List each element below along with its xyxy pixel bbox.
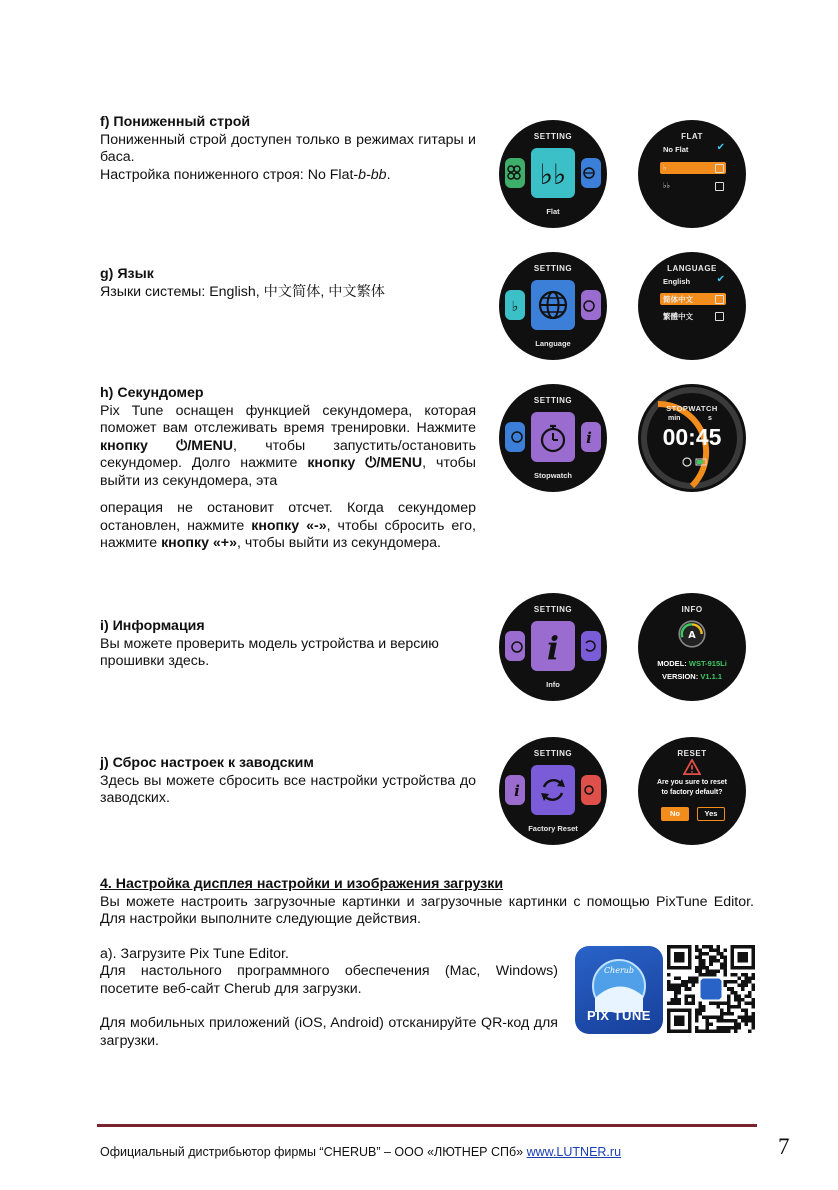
- reset-no-button[interactable]: No: [661, 807, 689, 821]
- section-4-heading: 4. Настройка дисплея настройки и изображения загрузки: [100, 876, 504, 892]
- reset-tile-icon: [581, 631, 601, 661]
- footer-link[interactable]: www.LUTNER.ru: [526, 1145, 622, 1159]
- watch-stopwatch-label: Stopwatch: [534, 471, 572, 480]
- flat-option-b: ♭: [660, 162, 726, 174]
- app-brand: Cherub: [603, 966, 635, 975]
- watch-info-label: Info: [546, 680, 560, 689]
- stopwatch-time: 00:45: [662, 424, 722, 450]
- brightness-tile-icon: [581, 775, 601, 805]
- reset-yes-button[interactable]: Yes: [697, 807, 725, 821]
- flat-screen-title: FLAT: [681, 132, 703, 141]
- section-j-text: Здесь вы можете сбросить все настройки устройства до заводских.: [100, 772, 476, 806]
- section-f: [100, 114, 476, 184]
- stopwatch-screen-title: STOPWATCH: [666, 404, 718, 413]
- check-icon: ✔: [716, 142, 725, 153]
- section-g-text: Языки системы: English, 中文简体, 中文繁体: [100, 283, 385, 300]
- language-option-traditional: 繁體中文: [660, 310, 726, 322]
- section-4-a-p1: Для настольного программного обеспечения (Mac, Windows) посетите веб-сайт Cherub для загрузки.: [100, 963, 558, 997]
- section-g-heading: g) Язык: [100, 266, 154, 282]
- section-j: [100, 755, 476, 808]
- watch-setting-title: SETTING: [533, 132, 573, 141]
- section-4-a-title: a). Загрузите Pix Tune Editor.: [100, 945, 289, 962]
- watch-setting-title: SETTING: [533, 264, 573, 273]
- reset-tile-icon: [531, 765, 575, 815]
- watch-setting-title: SETTING: [533, 605, 573, 614]
- stopwatch-tile-icon: [505, 631, 525, 661]
- tuner-device-icon: [676, 618, 708, 650]
- watch-setting-stopwatch: [499, 384, 607, 492]
- watch-setting-title: SETTING: [533, 749, 573, 758]
- warning-icon: [683, 759, 701, 775]
- flat-option-bb: ♭♭: [660, 180, 726, 192]
- qr-code-image: [667, 945, 755, 1033]
- info-tile-icon: [505, 775, 525, 805]
- watch-info-screen: [638, 593, 746, 701]
- checkbox-icon: [715, 164, 724, 173]
- svg-text:♭: ♭: [511, 299, 519, 315]
- stopwatch-min-label: min: [668, 415, 681, 422]
- language-option-simplified: 简体中文: [660, 293, 726, 305]
- svg-text:i: i: [514, 782, 520, 800]
- flat-tile-icon: [531, 148, 575, 198]
- section-h-p1: Pix Tune оснащен функцией секундомера, которая поможет вам отслеживать время тренировки. Нажмите кнопку ⏻/MENU, чтобы запустить/остановить секундомер. Долго нажмите кнопку ⏻/MENU, чтобы выйти из секундомера, эта: [100, 402, 476, 489]
- globe-tile-icon: [531, 280, 575, 330]
- page-number: 7: [778, 1134, 790, 1159]
- app-name: PIX TUNE: [587, 1008, 651, 1023]
- flat-tile-icon: [505, 290, 525, 320]
- watch-setting-language: [499, 252, 607, 360]
- info-tile-icon: [581, 422, 601, 452]
- section-f-heading: f) Пониженный строй: [100, 114, 251, 130]
- info-screen-title: INFO: [681, 605, 703, 614]
- language-option-english: English ✔: [663, 274, 725, 286]
- section-f-p2: Настройка пониженного строя: No Flat-b-bb.: [100, 166, 391, 183]
- globe-tile-icon: [505, 422, 525, 452]
- watch-language-screen: [638, 252, 746, 360]
- pix-tune-app-icon: [575, 946, 663, 1034]
- watch-flat-screen: [638, 120, 746, 228]
- stopwatch-battery-icon: [682, 456, 712, 468]
- check-icon: ✔: [716, 274, 725, 285]
- watch-setting-info: [499, 593, 607, 701]
- section-i: [100, 618, 476, 671]
- section-4-intro: Вы можете настроить загрузочные картинки и загрузочные картинки с помощью PixTune Editor. Для настройки выполните следующие действия.: [100, 893, 754, 927]
- metronome-tile-icon: [505, 158, 525, 188]
- reset-screen-title: RESET: [677, 749, 707, 758]
- info-model-line: MODEL: WST-915Li: [657, 659, 727, 668]
- section-h-heading: h) Секундомер: [100, 385, 204, 401]
- flat-option-no-flat: No Flat ✔: [663, 142, 725, 154]
- stopwatch-tile-icon: [581, 290, 601, 320]
- section-j-heading: j) Сброс настроек к заводским: [100, 755, 314, 771]
- watch-reset-screen: [638, 737, 746, 845]
- section-f-p1: Пониженный строй доступен только в режимах гитары и баса.: [100, 131, 476, 165]
- section-i-heading: i) Информация: [100, 618, 205, 634]
- stopwatch-tile-icon: [531, 412, 575, 462]
- watch-language-label: Language: [535, 339, 571, 348]
- checkbox-icon: [715, 312, 724, 321]
- watch-stopwatch-screen: [638, 384, 746, 492]
- checkbox-icon: [715, 182, 724, 191]
- info-version-line: VERSION: V1.1.1: [661, 672, 723, 681]
- language-screen-title: LANGUAGE: [667, 264, 717, 273]
- stopwatch-s-label: s: [708, 415, 712, 422]
- watch-reset-label: Factory Reset: [528, 824, 578, 833]
- svg-text:i: i: [586, 429, 592, 447]
- section-h-p2: операция не остановит отсчет. Когда секундомер остановлен, нажмите кнопку «-», чтобы сбросить его, нажмите кнопку «+», чтобы выйти из секундомера.: [100, 500, 476, 551]
- qr-code: [667, 945, 755, 1033]
- checkbox-icon: [715, 295, 724, 304]
- watch-setting-flat: [499, 120, 607, 228]
- svg-text:i: i: [546, 629, 560, 667]
- section-g: [100, 266, 476, 301]
- reset-question: Are you sure to reset to factory default?: [656, 779, 728, 796]
- section-4-a-p2: Для мобильных приложений (iOS, Android) отсканируйте QR-код для загрузки.: [100, 1015, 558, 1049]
- footer-rule: [97, 1124, 757, 1127]
- footer-text: Официальный дистрибьютор фирмы “CHERUB” – ООО «ЛЮТНЕР СПб» www.LUTNER.ru: [100, 1145, 622, 1159]
- section-i-text: Вы можете проверить модель устройства и версию прошивки здесь.: [100, 635, 439, 669]
- svg-text:A: A: [688, 630, 696, 641]
- watch-setting-title: SETTING: [533, 396, 573, 405]
- globe-tile-icon: [581, 158, 601, 188]
- info-tile-icon: [531, 621, 575, 671]
- section-h: [100, 385, 476, 553]
- watch-flat-label: Flat: [546, 207, 560, 216]
- svg-text:♭♭: ♭♭: [539, 158, 567, 191]
- watch-setting-reset: [499, 737, 607, 845]
